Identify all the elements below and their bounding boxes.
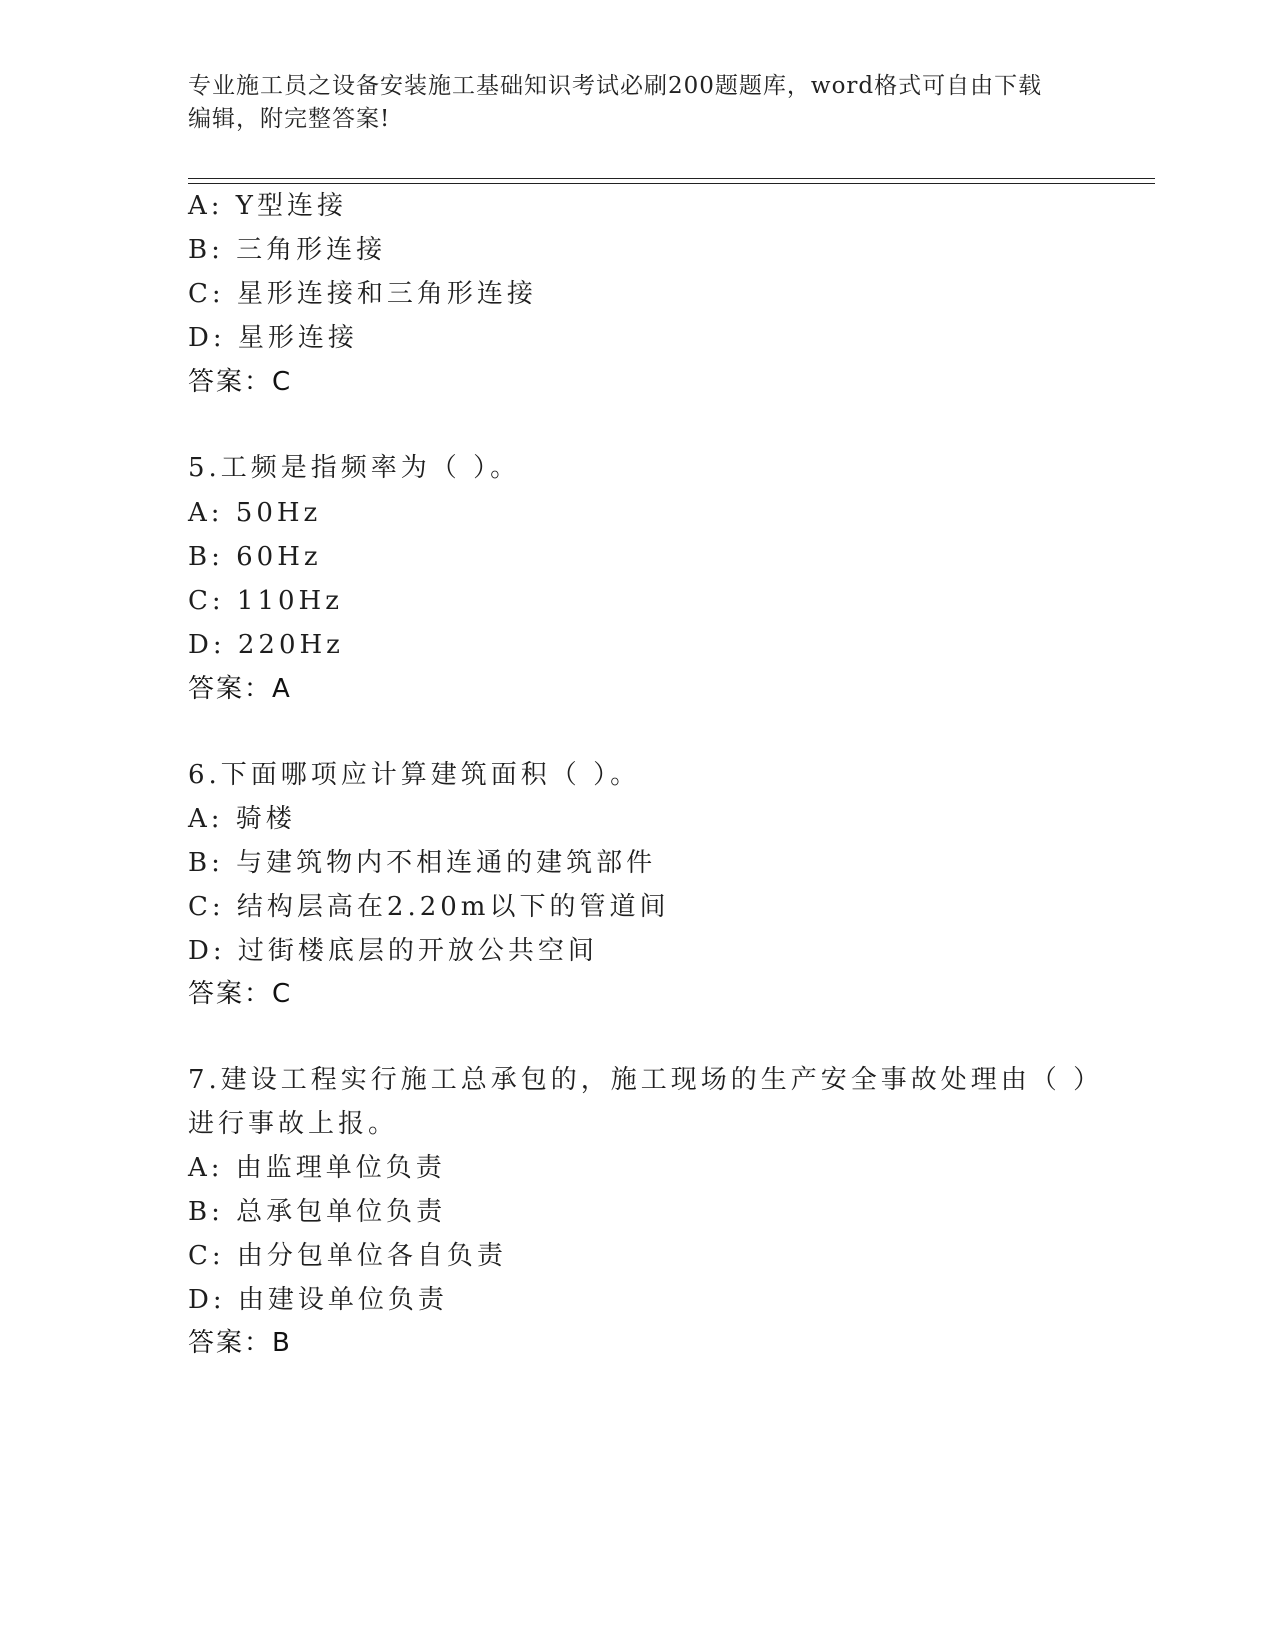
header-divider-top	[188, 178, 1155, 179]
q5-answer: 答案：A	[188, 674, 292, 704]
q5-question: 5.工频是指频率为（ ）。	[188, 453, 521, 483]
q4-option-b: B: 三角形连接	[188, 235, 387, 265]
q5-option-d: D: 220Hz	[188, 630, 344, 660]
q7-option-d: D: 由建设单位负责	[188, 1285, 448, 1315]
q5-option-c: C: 110Hz	[188, 586, 343, 616]
q6-option-d: D: 过街楼底层的开放公共空间	[188, 936, 598, 966]
q6-option-b: B: 与建筑物内不相连通的建筑部件	[188, 848, 657, 878]
q7-option-a: A: 由监理单位负责	[188, 1153, 446, 1183]
q7-question-line-1: 7.建设工程实行施工总承包的，施工现场的生产安全事故处理由（ ）	[188, 1065, 1104, 1095]
document-header	[188, 70, 1078, 136]
q5-option-b: B: 60Hz	[188, 542, 322, 572]
q7-answer: 答案：B	[188, 1328, 292, 1358]
header-line-1: 专业施工员之设备安装施工基础知识考试必刷200题题库，word格式可自由下载	[188, 73, 1043, 99]
header-divider-bottom	[188, 183, 1155, 184]
q6-question: 6.下面哪项应计算建筑面积（ ）。	[188, 760, 641, 790]
q7-option-c: C: 由分包单位各自负责	[188, 1241, 507, 1271]
q7-question-line-2: 进行事故上报。	[188, 1109, 399, 1139]
q4-option-d: D: 星形连接	[188, 323, 358, 353]
q5-option-a: A: 50Hz	[188, 498, 322, 528]
q4-answer: 答案：C	[188, 367, 293, 397]
header-line-2: 编辑，附完整答案!	[188, 106, 391, 132]
q7-option-b: B: 总承包单位负责	[188, 1197, 447, 1227]
q4-option-a: A: Y型连接	[188, 191, 347, 221]
q6-option-c: C: 结构层高在2.20m以下的管道间	[188, 892, 670, 922]
q6-option-a: A: 骑楼	[188, 804, 296, 834]
q4-option-c: C: 星形连接和三角形连接	[188, 279, 537, 309]
q6-answer: 答案：C	[188, 979, 293, 1009]
